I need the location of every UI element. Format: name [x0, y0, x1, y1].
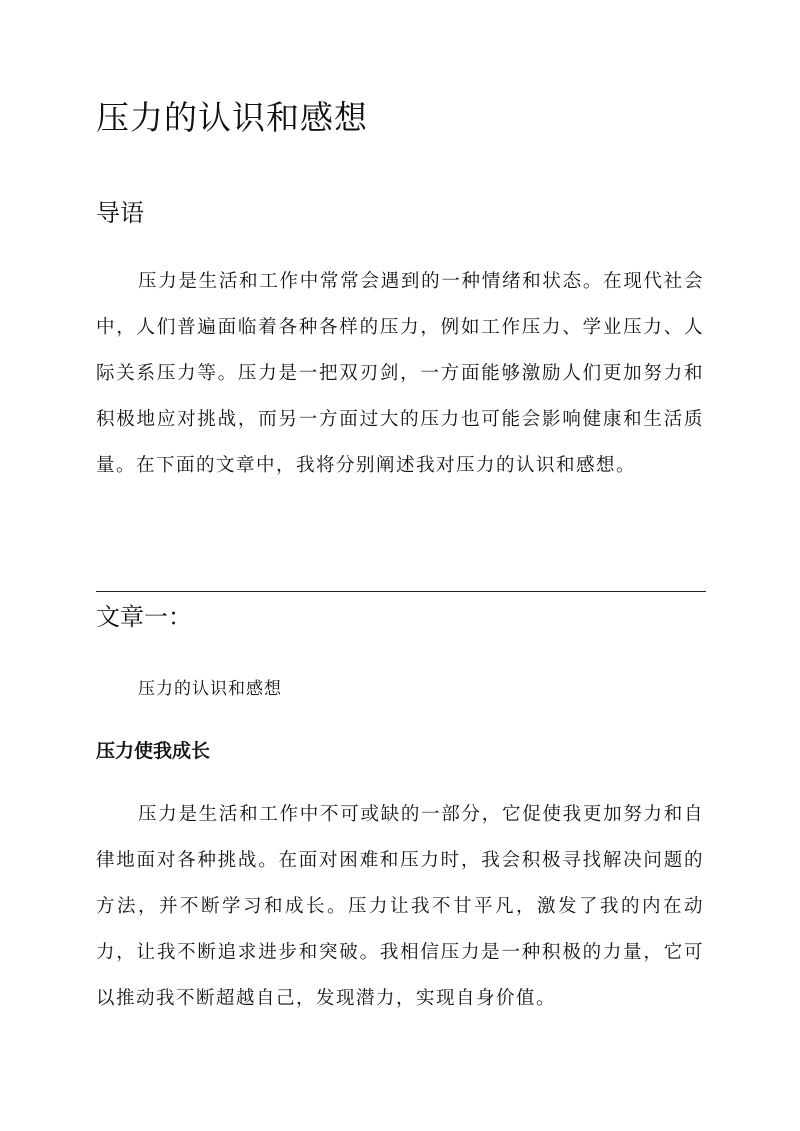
- article-subtitle: 压力的认识和感想: [138, 679, 282, 699]
- document-title: 压力的认识和感想: [96, 98, 368, 137]
- section-divider: [96, 591, 706, 592]
- section-heading: 压力使我成长: [96, 740, 211, 762]
- section-paragraph: 压力是生活和工作中不可或缺的一部分，它促使我更加努力和自律地面对各种挑战。在面对困难和压力时，我会积极寻找解决问题的方法，并不断学习和成长。压力让我不甘平凡，激发了我的内在动力，让我不断追求进步和突破。我相信压力是一种积极的力量，它可以推动我不断超越自己，发现潜力，实现自身价值。: [96, 804, 704, 1009]
- article-heading: 文章一：: [96, 603, 192, 631]
- intro-paragraph: 压力是生活和工作中常常会遇到的一种情绪和状态。在现代社会中，人们普遍面临着各种各样的压力，例如工作压力、学业压力、人际关系压力等。压力是一把双刃剑，一方面能够激励人们更加努力和积极地应对挑战，而另一方面过大的压力也可能会影响健康和生活质量。在下面的文章中，我将分别阐述我对压力的认识和感想。: [96, 271, 704, 476]
- intro-heading: 导语: [96, 199, 144, 227]
